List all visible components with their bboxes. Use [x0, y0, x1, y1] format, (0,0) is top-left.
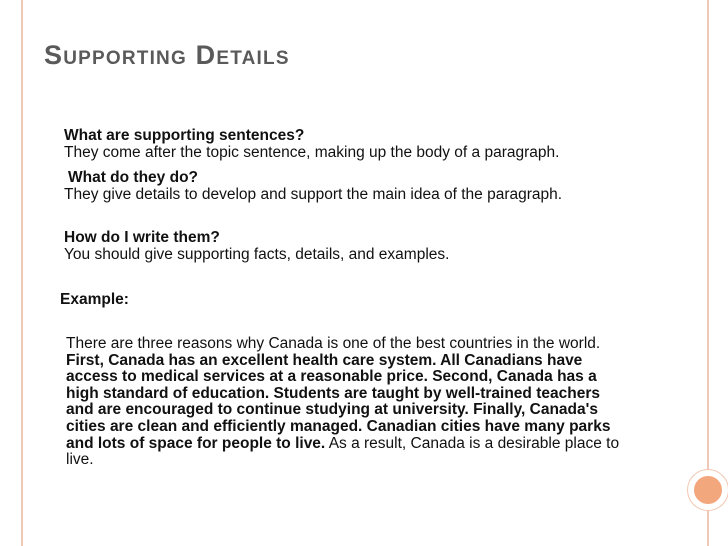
example-label: Example:: [60, 291, 129, 308]
example-paragraph: [66, 336, 626, 469]
question-how-write: How do I write them?: [64, 229, 220, 246]
question-what-do: What do they do?: [68, 169, 199, 186]
answer-what-are: They come after the topic sentence, making up the body of a paragraph.: [64, 143, 560, 161]
answer-how-write: You should give supporting facts, details, and examples.: [64, 245, 450, 263]
example-conclusion: As a result, Canada is a desirable place to live.: [66, 434, 620, 469]
example-supporting-sentences: First, Canada has an excellent health care system. All Canadians have access to medical services at a reasonable price. Second, Canada has a high standard of education. Students are taught by well-trained teachers and are encouraged to continue studying at university. Finally, Canada's cities are clean and efficiently managed. Canadian cities have many parks and lots of space for people to live.: [66, 351, 611, 452]
left-border-line: [21, 0, 23, 546]
qa-supporting-sentences: [64, 128, 559, 161]
qa-how-to-write: [64, 230, 449, 263]
qa-what-do-they-do: [64, 170, 562, 203]
slide-title: Supporting Details: [44, 40, 290, 70]
question-what-are: What are supporting sentences?: [64, 127, 305, 144]
example-topic-sentence: There are three reasons why Canada is one of the best countries in the world.: [66, 335, 601, 352]
answer-what-do: They give details to develop and support the main idea of the paragraph.: [64, 185, 563, 203]
decorative-circle: [688, 470, 728, 510]
right-border-line: [707, 0, 709, 546]
